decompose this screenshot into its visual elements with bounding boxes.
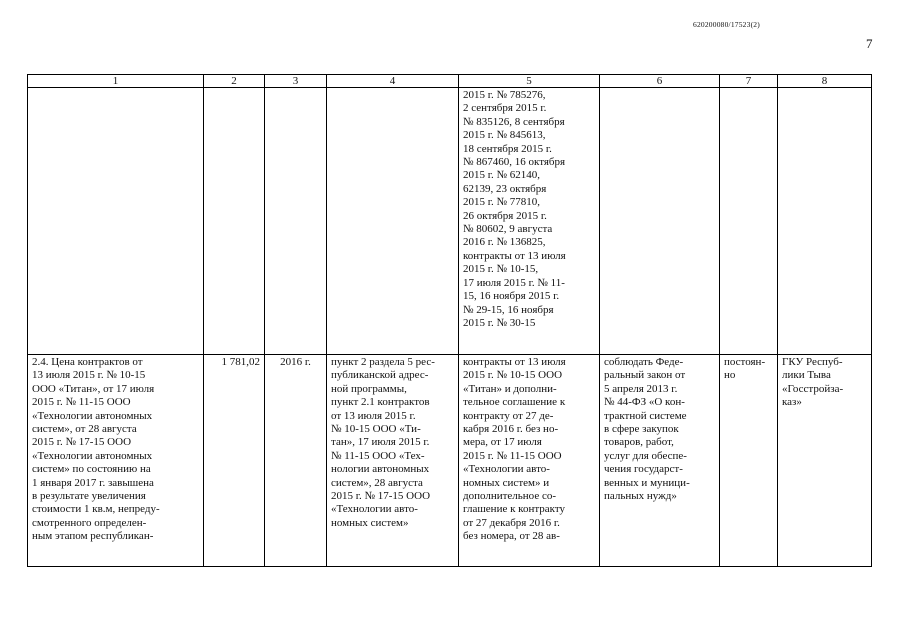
cell-text-line: 15, 16 ноября 2015 г. [463, 290, 560, 303]
cell-text-line: «Технологии авто- [331, 503, 418, 516]
cell-text-line: № 867460, 16 октября [463, 156, 566, 169]
cell-text-line: «Госстройза- [782, 382, 844, 395]
table-cell [204, 88, 265, 355]
cell-text-line: № 11-15 ООО «Тех- [331, 449, 425, 462]
cell-text-line: 1 января 2017 г. завышена [32, 476, 154, 489]
cell-text-line: контракты от 13 июля [463, 249, 566, 262]
cell-text-line: 2.4. Цена контрактов от [32, 356, 143, 368]
cell-text-line: 2015 г. № 62140, [463, 169, 541, 182]
cell-text-line: 26 октября 2015 г. [463, 209, 547, 222]
cell-text-line: в сфере закупок [604, 423, 679, 436]
violated-provision-cell [327, 355, 459, 567]
cell-text-line: № 80602, 9 августа [463, 223, 553, 236]
table-cell [778, 88, 872, 355]
column-header: 2 [204, 75, 265, 88]
column-header: 1 [28, 75, 204, 88]
cell-text-line: 2015 г. № 30-15 [463, 316, 536, 329]
cell-text-line: «Технологии автономных [32, 449, 153, 462]
cell-text-line: тельное соглашение к [463, 396, 566, 409]
column-header: 6 [600, 75, 720, 88]
contracts-cell [459, 355, 600, 567]
cell-text-line: 2015 г. № 17-15 ООО [32, 436, 132, 449]
cell-text-line: 2015 г. № 10-15, [463, 263, 539, 276]
cell-text-line: 2015 г. № 77810, [463, 196, 541, 209]
cell-text-line: смотренного определен- [32, 516, 147, 529]
cell-text-line: 18 сентября 2015 г. [463, 142, 552, 155]
cell-text-line: дополнительное со- [463, 490, 556, 503]
table-row-2-4 [28, 355, 872, 567]
cell-text-line: тан», 17 июля 2015 г. [331, 436, 430, 449]
frequency-cell [720, 355, 778, 567]
responsible-party-cell [778, 355, 872, 567]
cell-text-line: систем», от 28 августа [32, 423, 137, 436]
cell-text-line: № 44-ФЗ «О кон- [604, 396, 685, 409]
cell-text-line: 62139, 23 октября [463, 182, 547, 195]
cell-text-line: контракту от 27 де- [463, 409, 554, 422]
column-header-row [28, 75, 872, 88]
cell-text-line: систем», 28 августа [331, 476, 423, 489]
cell-text-line: глашение к контракту [463, 503, 566, 516]
year-cell: 2016 г. [265, 355, 327, 567]
required-action-cell [600, 355, 720, 567]
cell-text-line: ным этапом республикан- [32, 530, 154, 543]
cell-text-line: № 835126, 8 сентября [463, 115, 565, 128]
cell-text-line: соблюдать Феде- [604, 356, 684, 368]
cell-text-line: пункт 2.1 контрактов [331, 396, 430, 409]
cell-text-line: 2015 г. № 845613, [463, 129, 546, 142]
cell-text-line: 2 сентября 2015 г. [463, 102, 547, 115]
cell-text-line: «Титан» и дополни- [463, 382, 557, 395]
cell-text-line: в результате увеличения [32, 490, 146, 503]
cell-text-line: чения государст- [604, 463, 683, 476]
column-header: 3 [265, 75, 327, 88]
cell-text-line: 2015 г. № 17-15 ООО [331, 490, 431, 503]
cell-text-line: номных систем» [331, 516, 409, 529]
table-cell [327, 88, 459, 355]
cell-text-line: 2016 г. № 136825, [463, 236, 546, 249]
cell-text-line: публиканской адрес- [331, 369, 429, 382]
cell-text-line: 17 июля 2015 г. № 11- [463, 276, 565, 289]
table-cell [265, 88, 327, 355]
table-cell [28, 88, 204, 355]
violation-description-cell [28, 355, 204, 567]
cell-text-line: постоян- [724, 356, 766, 368]
cell-text-line: № 10-15 ООО «Ти- [331, 423, 421, 436]
column-header: 5 [459, 75, 600, 88]
cell-text-line: лики Тыва [782, 369, 831, 382]
cell-text-line: 2015 г. № 11-15 ООО [32, 396, 131, 409]
cell-text-line: 2015 г. № 785276, [463, 89, 546, 101]
page-number: 7 [866, 36, 873, 51]
table-cell [720, 88, 778, 355]
cell-text-line: каз» [782, 396, 802, 409]
cell-text-line: пальных нужд» [604, 490, 677, 503]
cell-text-line: услуг для обеспе- [604, 449, 687, 462]
table-cell [600, 88, 720, 355]
column-header: 4 [327, 75, 459, 88]
contract-list-cell [459, 88, 600, 355]
findings-table [27, 74, 872, 567]
cell-text-line: без номера, от 28 ав- [463, 530, 560, 543]
cell-text-line: 2015 г. № 11-15 ООО [463, 449, 562, 462]
cell-text-line: «Технологии авто- [463, 463, 550, 476]
cell-text-line: контракты от 13 июля [463, 356, 566, 368]
cell-text-line: товаров, работ, [604, 436, 674, 449]
cell-text-line: ГКУ Респуб- [782, 356, 843, 368]
cell-text-line: 2015 г. № 10-15 ООО [463, 369, 563, 382]
cell-text-line: от 13 июля 2015 г. [331, 409, 416, 422]
column-header: 8 [778, 75, 872, 88]
cell-text-line: систем» по состоянию на [32, 463, 151, 476]
cell-text-line: ной программы, [331, 382, 407, 395]
column-header: 7 [720, 75, 778, 88]
table-row-continuation [28, 88, 872, 355]
cell-text-line: венных и муници- [604, 476, 690, 489]
cell-text-line: от 27 декабря 2016 г. [463, 516, 560, 529]
document-id: 620200080/17523(2) [693, 20, 760, 29]
cell-text-line: кабря 2016 г. без но- [463, 423, 559, 436]
cell-text-line: пункт 2 раздела 5 рес- [331, 356, 435, 368]
cell-text-line: стоимости 1 кв.м, непреду- [32, 503, 160, 516]
amount-cell: 1 781,02 [204, 355, 265, 567]
cell-text-line: ООО «Титан», от 17 июля [32, 382, 155, 395]
cell-text-line: 13 июля 2015 г. № 10-15 [32, 369, 146, 382]
cell-text-line: трактной системе [604, 409, 687, 422]
cell-text-line: нологии автономных [331, 463, 430, 476]
cell-text-line: но [724, 369, 736, 382]
cell-text-line: ральный закон от [604, 369, 686, 382]
cell-text-line: номных систем» и [463, 476, 550, 489]
cell-text-line: 5 апреля 2013 г. [604, 382, 678, 395]
cell-text-line: мера, от 17 июля [463, 436, 542, 449]
cell-text-line: «Технологии автономных [32, 409, 153, 422]
cell-text-line: № 29-15, 16 ноября [463, 303, 554, 316]
